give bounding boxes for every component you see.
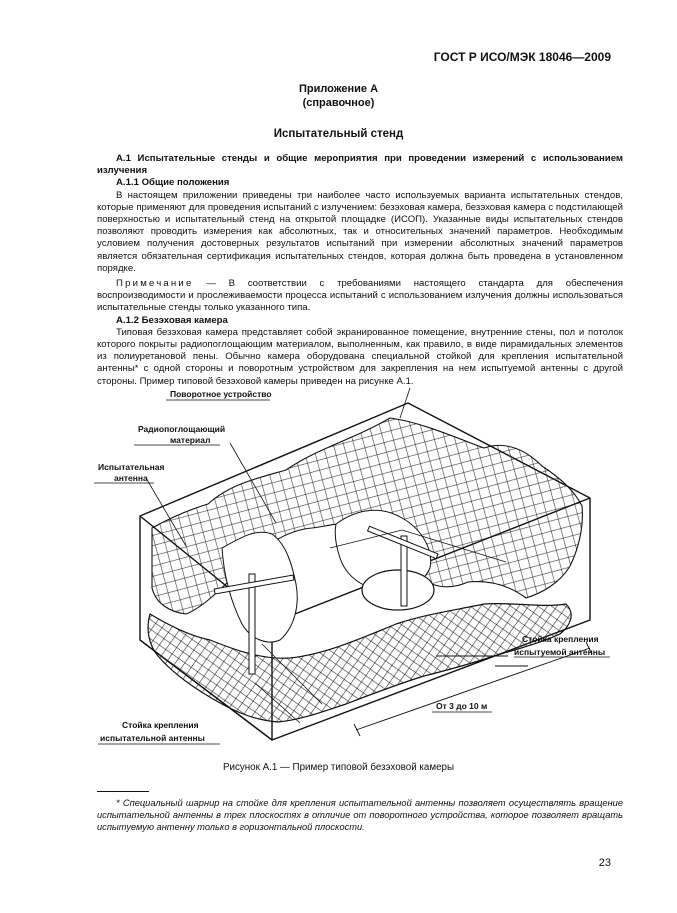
paragraph-a12: Типовая безэховая камера представляет собой экранированное помещение, внутренние стены, пол и потолок которого покрыты радиопоглощающим материалом, выполненным, как правило, в виде пирамидальных элементов из полиуретановой пены. Обычно камера оборудована специальной стойкой для крепления испытательной антенны* с одной стороны и поворотным устройством для закрепления на нем испытуемой антенны с другой стороны. Пример типовой безэховой камеры приведен на рисунке А.1. bbox=[97, 326, 623, 387]
page-number: 23 bbox=[598, 857, 611, 869]
label-test-antenna-2: антенна bbox=[114, 473, 148, 483]
label-mast-dut-1: Стойка крепления bbox=[522, 634, 599, 644]
document-header: ГОСТ Р ИСО/МЭК 18046—2009 bbox=[433, 50, 611, 64]
note-paragraph bbox=[97, 278, 623, 315]
turntable bbox=[362, 570, 434, 610]
heading-a11: А.1.1 Общие положения bbox=[116, 177, 230, 189]
section-title: Испытательный стенд bbox=[273, 128, 404, 140]
label-rotator: Поворотное устройство bbox=[170, 389, 272, 399]
label-distance: От 3 до 10 м bbox=[436, 701, 488, 711]
appendix-type: (справочное) bbox=[302, 97, 375, 109]
label-mast-dut-2: испытуемой антенны bbox=[514, 647, 606, 657]
label-absorber-2: материал bbox=[170, 435, 211, 445]
figure-caption: Рисунок А.1 — Пример типовой безэховой камеры bbox=[222, 762, 455, 773]
absorber-floor bbox=[148, 604, 571, 722]
footnote: * Специальный шарнир на стойке для крепления испытательной антенны позволяет осуществлять вращение испытательной антенны в трех плоскостях в отличие от поворотного устройства, которое позволяет вращать испытуемую антенну только в горизонтальной плоскости. bbox=[97, 798, 623, 832]
footnote-divider bbox=[97, 791, 149, 792]
body-text bbox=[97, 153, 623, 388]
label-absorber-1: Радиопоглощающий bbox=[138, 424, 226, 434]
heading-a1: А.1 Испытательные стенды и общие мероприятия при проведении измерений с использованием излучения bbox=[97, 153, 623, 177]
heading-a12: А.1.2 Безэховая камера bbox=[116, 314, 228, 326]
paragraph-a11: В настоящем приложении приведены три наиболее часто используемых варианта испытательных стендов, которые применяют для проведения испытаний с излучением: безэховая камера, безэховая камера с подстилающей поверхностью и испытательный стенд на открытой площадке (ИСОП). Указанные виды испытательных стендов позволяют проводить измерения как абсолютных, так и относительных значений параметров. Необходимым условием получения достоверных результатов испытаний при измерении абсолютных значений параметров является обязательная сертификация испытательных стендов, которая должна быть проведена в установленном порядке. bbox=[97, 189, 623, 274]
chamber-drawing bbox=[90, 378, 610, 753]
label-mast-test-2: испытательной антенны bbox=[100, 733, 205, 743]
label-test-antenna-1: Испытательная bbox=[98, 462, 165, 472]
figure-anechoic-chamber bbox=[90, 378, 610, 753]
appendix-heading bbox=[0, 82, 677, 110]
note-text: — В соответствии с требованиями настоящего стандарта для обеспечения воспроизводимости и прослеживаемости процесса испытаний с использованием излучения должны использоваться испытательные стенды только указанного типа. bbox=[97, 278, 623, 314]
label-mast-test-1: Стойка крепления bbox=[122, 720, 199, 730]
appendix-title: Приложение А bbox=[298, 83, 379, 95]
note-label: Примечание bbox=[116, 278, 194, 290]
